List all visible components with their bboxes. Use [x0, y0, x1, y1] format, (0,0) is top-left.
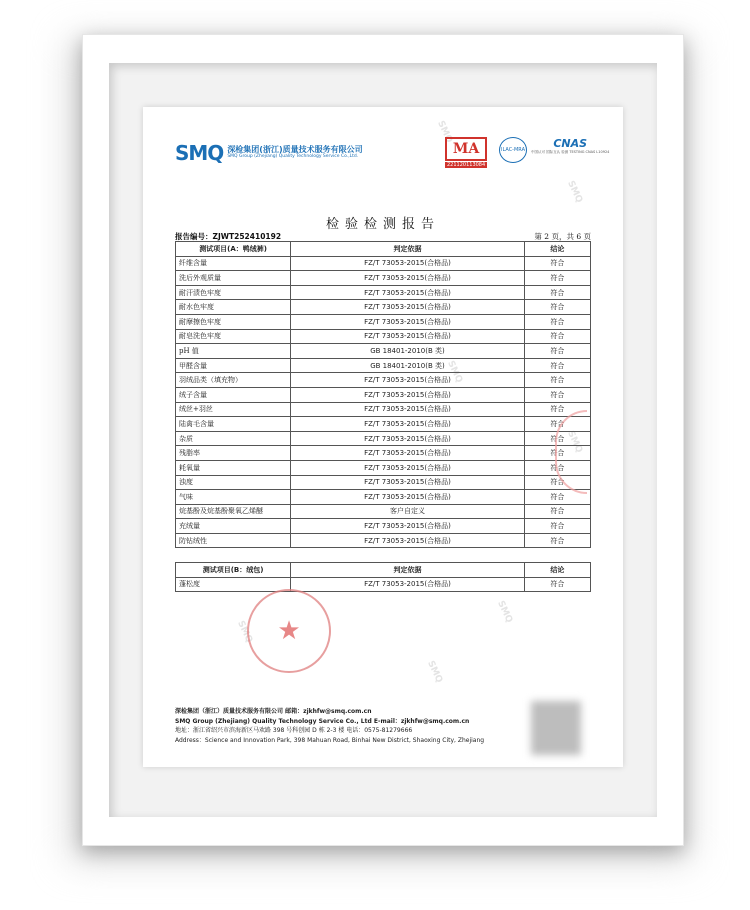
cma-number: 221120113084: [447, 162, 486, 168]
test-item: 耐水色牢度: [176, 300, 291, 315]
conclusion: 符合: [524, 431, 590, 446]
standard-basis: FZ/T 73053-2015(合格品): [291, 300, 525, 315]
conclusion: 符合: [524, 519, 590, 534]
watermark: SMQ: [425, 659, 444, 685]
test-item: 充绒量: [176, 519, 291, 534]
table-a-body: [176, 256, 591, 548]
test-item: 防钻绒性: [176, 533, 291, 548]
watermark: SMQ: [565, 179, 584, 205]
test-item: 残脂率: [176, 446, 291, 461]
conclusion: 符合: [524, 417, 590, 432]
table-row: [176, 577, 591, 592]
standard-basis: FZ/T 73053-2015(合格品): [291, 271, 525, 286]
picture-frame: [82, 34, 684, 846]
table-row: [176, 417, 591, 432]
watermark: SMQ: [565, 429, 584, 455]
test-item: 烷基酚及烷基酚聚氧乙烯醚: [176, 504, 291, 519]
watermark: SMQ: [495, 599, 514, 625]
standard-basis: FZ/T 73053-2015(合格品): [291, 460, 525, 475]
official-seal: [247, 589, 331, 673]
test-item: 羽绒品类（填充物）: [176, 373, 291, 388]
standard-basis: 客户自定义: [291, 504, 525, 519]
test-item: 耐皂洗色牢度: [176, 329, 291, 344]
test-item: 纤维含量: [176, 256, 291, 271]
footer-company-cn: 深检集团（浙江）质量技术服务有限公司 邮箱：zjkhfw@smq.com.cn: [175, 708, 372, 715]
standard-basis: FZ/T 73053-2015(合格品): [291, 387, 525, 402]
conclusion: 符合: [524, 329, 590, 344]
seal-star-icon: ★: [277, 616, 301, 646]
col-header-basis: 判定依据: [291, 563, 525, 578]
conclusion: 符合: [524, 402, 590, 417]
standard-basis: FZ/T 73053-2015(合格品): [291, 519, 525, 534]
table-header-row: [176, 563, 591, 578]
conclusion: 符合: [524, 460, 590, 475]
test-results-table-a: [175, 241, 591, 548]
smq-logo-mark: SMQ: [175, 141, 224, 165]
table-row: [176, 256, 591, 271]
table-row: [176, 271, 591, 286]
table-row: [176, 475, 591, 490]
report-title: 检验检测报告: [325, 217, 440, 232]
watermark: SMQ: [435, 119, 454, 145]
table-row: [176, 387, 591, 402]
watermark: SMQ: [235, 619, 254, 645]
standard-basis: FZ/T 73053-2015(合格品): [291, 256, 525, 271]
conclusion: 符合: [524, 300, 590, 315]
company-name-cn: 深检集团(浙江)质量技术服务有限公司: [227, 145, 363, 155]
standard-basis: FZ/T 73053-2015(合格品): [291, 314, 525, 329]
cnas-certification: [531, 137, 609, 155]
test-item: 耐摩擦色牢度: [176, 314, 291, 329]
table-header-row: [176, 242, 591, 257]
standard-basis: FZ/T 73053-2015(合格品): [291, 490, 525, 505]
ilac-logo: ILAC-MRA: [499, 137, 527, 163]
conclusion: 符合: [524, 577, 590, 592]
test-item: 耗氧量: [176, 460, 291, 475]
cma-certification: [445, 137, 487, 168]
test-item: 杂质: [176, 431, 291, 446]
conclusion: 符合: [524, 256, 590, 271]
table-row: [176, 533, 591, 548]
report-number: 报告编号：ZJWT252410192: [175, 232, 282, 241]
test-item: 洗后外观质量: [176, 271, 291, 286]
table-row: [176, 373, 591, 388]
conclusion: 符合: [524, 285, 590, 300]
report-page: [143, 107, 623, 767]
cnas-subtext: 中国认可 国际互认 检测 TESTING CNAS L10924: [531, 150, 610, 154]
table-row: [176, 519, 591, 534]
qr-code-blurred: [531, 701, 581, 755]
ilac-certification: [499, 137, 527, 163]
table-row: [176, 446, 591, 461]
table-row: [176, 314, 591, 329]
table-row: [176, 460, 591, 475]
test-item: 绒子含量: [176, 387, 291, 402]
test-item: 陆禽毛含量: [176, 417, 291, 432]
standard-basis: FZ/T 73053-2015(合格品): [291, 373, 525, 388]
standard-basis: FZ/T 73053-2015(合格品): [291, 577, 525, 592]
col-header-item: 测试项目(A：鸭绒裤): [176, 242, 291, 257]
test-item: 蓬松度: [176, 577, 291, 592]
standard-basis: FZ/T 73053-2015(合格品): [291, 446, 525, 461]
company-logo: [175, 141, 363, 165]
table-row: [176, 344, 591, 359]
col-header-result: 结论: [524, 242, 590, 257]
test-item: 气味: [176, 490, 291, 505]
standard-basis: GB 18401-2010(B 类): [291, 344, 525, 359]
standard-basis: FZ/T 73053-2015(合格品): [291, 475, 525, 490]
standard-basis: GB 18401-2010(B 类): [291, 358, 525, 373]
footer-address-cn: 地址：浙江省绍兴市滨海新区马欢路 398 号科创园 D 栋 2-3 楼 电话：0575-81279666: [175, 727, 413, 734]
conclusion: 符合: [524, 446, 590, 461]
conclusion: 符合: [524, 373, 590, 388]
test-item: 甲醛含量: [176, 358, 291, 373]
standard-basis: FZ/T 73053-2015(合格品): [291, 417, 525, 432]
table-row: [176, 490, 591, 505]
test-item: 绒丝+羽丝: [176, 402, 291, 417]
conclusion: 符合: [524, 358, 590, 373]
table-row: [176, 300, 591, 315]
page-info: 第 2 页，共 6 页: [534, 232, 591, 241]
report-footer: [175, 707, 484, 745]
conclusion: 符合: [524, 504, 590, 519]
table-row: [176, 285, 591, 300]
conclusion: 符合: [524, 387, 590, 402]
standard-basis: FZ/T 73053-2015(合格品): [291, 285, 525, 300]
conclusion: 符合: [524, 490, 590, 505]
standard-basis: FZ/T 73053-2015(合格品): [291, 533, 525, 548]
test-item: 耐汗渍色牢度: [176, 285, 291, 300]
table-row: [176, 504, 591, 519]
cnas-logo: CNAS: [553, 137, 588, 150]
conclusion: 符合: [524, 533, 590, 548]
table-b-body: [176, 577, 591, 592]
col-header-result: 结论: [524, 563, 590, 578]
table-row: [176, 329, 591, 344]
test-item: 浊度: [176, 475, 291, 490]
table-row: [176, 358, 591, 373]
col-header-item: 测试项目(B：绒包): [176, 563, 291, 578]
conclusion: 符合: [524, 475, 590, 490]
test-item: pH 值: [176, 344, 291, 359]
table-row: [176, 431, 591, 446]
conclusion: 符合: [524, 344, 590, 359]
test-results-table-b: [175, 562, 591, 592]
footer-company-en: SMQ Group (Zhejiang) Quality Technology Service Co., Ltd E-mail：zjkhfw@smq.com.cn: [175, 717, 470, 725]
standard-basis: FZ/T 73053-2015(合格品): [291, 431, 525, 446]
watermark: SMQ: [445, 359, 464, 385]
standard-basis: FZ/T 73053-2015(合格品): [291, 329, 525, 344]
col-header-basis: 判定依据: [291, 242, 525, 257]
footer-address-en: Address：Science and Innovation Park, 398 Mahuan Road, Binhai New District, Shaoxing City, Zhejiang: [175, 736, 485, 744]
conclusion: 符合: [524, 271, 590, 286]
standard-basis: FZ/T 73053-2015(合格品): [291, 402, 525, 417]
cma-logo: MA: [445, 137, 487, 161]
table-row: [176, 402, 591, 417]
conclusion: 符合: [524, 314, 590, 329]
company-name-en: SMQ Group (Zhejiang) Quality Technology Service Co.,Ltd.: [227, 153, 359, 159]
